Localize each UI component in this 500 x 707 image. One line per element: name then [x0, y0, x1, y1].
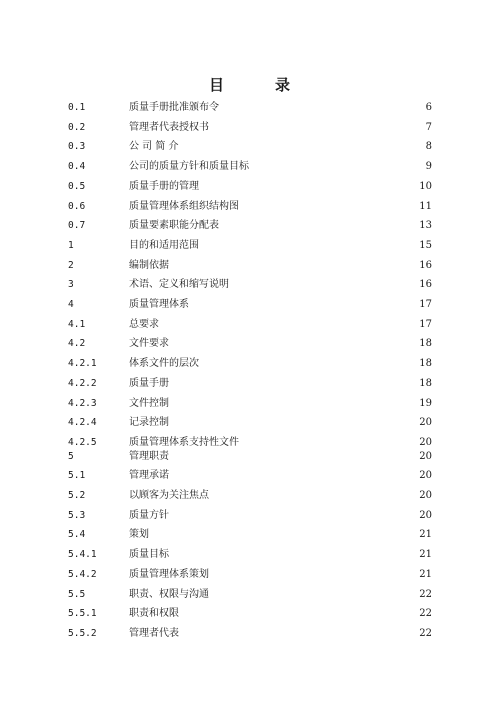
toc-entry[interactable]: [0, 447, 500, 467]
toc-section-number: 0.5: [68, 180, 86, 192]
toc-section-title: 记录控制: [129, 417, 169, 429]
toc-section-title: 质量手册批准颁布令: [129, 102, 219, 113]
toc-section-title: 策划: [129, 529, 149, 541]
toc-section-title: 编制依据: [129, 259, 169, 271]
toc-section-number: 4.2.1: [68, 358, 97, 370]
toc-section-number: 5.4: [68, 529, 86, 541]
toc-entry[interactable]: [0, 585, 500, 605]
toc-section-title: 公司的质量方针和质量目标: [129, 161, 249, 173]
toc-section-number: 5.1: [68, 470, 86, 482]
toc-section-number: 0.7: [68, 220, 86, 232]
toc-section-title: 职责、权限与沟通: [129, 588, 209, 600]
toc-page-number: 18: [419, 377, 432, 389]
toc-entry[interactable]: [0, 118, 500, 138]
toc-entry[interactable]: [0, 315, 500, 335]
toc-entry[interactable]: [0, 545, 500, 565]
toc-page-number: 21: [419, 549, 432, 561]
toc-page-number: 18: [419, 358, 432, 370]
toc-page-number: 18: [419, 338, 432, 350]
toc-section-title: 总要求: [129, 318, 159, 330]
toc-entry[interactable]: [0, 177, 500, 197]
toc-section-number: 0.3: [68, 141, 86, 153]
toc-section-title: 质量手册的管理: [129, 180, 199, 192]
toc-section-number: 1: [68, 239, 74, 251]
toc-page-number: 11: [419, 200, 432, 212]
toc-section-title: 职责和权限: [129, 608, 179, 620]
toc-section-title: 质量管理体系策划: [129, 568, 209, 580]
toc-entry[interactable]: [0, 354, 500, 374]
toc-entry[interactable]: [0, 197, 500, 217]
toc-section-title: 质量手册: [129, 377, 169, 389]
title-char-2: 录: [275, 76, 292, 94]
toc-page-number: 8: [425, 141, 432, 153]
toc-section-number: 4.2.5: [68, 436, 97, 448]
toc-section-title: 术语、定义和缩写说明: [129, 279, 229, 291]
toc-section-title: 文件要求: [129, 338, 169, 350]
toc-section-title: 公 司 简 介: [129, 141, 179, 153]
toc-entry[interactable]: [0, 295, 500, 315]
toc-section-number: 0.1: [68, 102, 86, 113]
toc-entry[interactable]: [0, 413, 500, 433]
toc-section-number: 4.2.4: [68, 417, 97, 429]
toc-entry[interactable]: [0, 275, 500, 295]
toc-section-title: 管理者代表授权书: [129, 121, 209, 133]
toc-page-number: 22: [419, 627, 432, 639]
toc-section-number: 5: [68, 450, 74, 462]
toc-page-number: 17: [419, 299, 432, 310]
page-title: [0, 74, 500, 95]
toc-page-number: 6: [425, 102, 432, 113]
toc-page-number: 16: [419, 279, 432, 291]
toc-section-title: 质量管理体系组织结构图: [129, 200, 239, 212]
toc-section-number: 5.4.1: [68, 549, 97, 561]
toc-section-title: 管理职责: [129, 450, 169, 462]
toc-page-number: 21: [419, 568, 432, 580]
toc-page-number: 17: [419, 318, 432, 330]
toc-section-title: 质量管理体系: [129, 299, 189, 310]
toc-page-number: 13: [419, 220, 432, 232]
toc-section-number: 5.5.2: [68, 627, 97, 639]
toc-section-title: 质量目标: [129, 549, 169, 561]
toc-entry[interactable]: [0, 157, 500, 177]
toc-page-number: 22: [419, 588, 432, 600]
toc-section-number: 4.2: [68, 338, 86, 350]
toc-entry[interactable]: [0, 506, 500, 526]
toc-section-number: 5.4.2: [68, 568, 97, 580]
toc-section-title: 质量要素职能分配表: [129, 220, 219, 232]
toc-section-number: 0.2: [68, 121, 86, 133]
toc-section-title: 文件控制: [129, 397, 169, 409]
toc-section-number: 2: [68, 259, 74, 271]
toc-section-number: 5.5: [68, 588, 86, 600]
toc-entry[interactable]: [0, 236, 500, 256]
toc-section-title: 质量管理体系支持性文件: [129, 436, 239, 448]
toc-section-number: 0.4: [68, 161, 86, 173]
toc-page-number: 20: [419, 436, 432, 448]
toc-entry[interactable]: [0, 374, 500, 394]
toc-page-number: 20: [419, 490, 432, 501]
toc-page-number: 15: [419, 239, 432, 251]
toc-section-title: 质量方针: [129, 509, 169, 521]
toc-entry[interactable]: [0, 98, 500, 118]
toc-section-number: 4: [68, 299, 74, 310]
toc-section-title: 体系文件的层次: [129, 358, 199, 370]
toc-section-title: 以顾客为关注焦点: [129, 490, 209, 501]
toc-page-number: 20: [419, 470, 432, 482]
toc-entry[interactable]: [0, 624, 500, 644]
toc-entry[interactable]: [0, 334, 500, 354]
toc-section-title: 目的和适用范围: [129, 239, 199, 251]
toc-section-number: 5.2: [68, 490, 86, 501]
toc-entry[interactable]: [0, 137, 500, 157]
toc-section-number: 0.6: [68, 200, 86, 212]
toc-page-number: 21: [419, 529, 432, 541]
toc-entry[interactable]: [0, 565, 500, 585]
toc-page-number: 7: [425, 121, 432, 133]
toc-entry[interactable]: [0, 466, 500, 486]
toc-page-number: 10: [419, 180, 432, 192]
toc-section-number: 4.2.3: [68, 397, 97, 409]
toc-page-number: 16: [419, 259, 432, 271]
toc-section-number: 5.3: [68, 509, 86, 521]
toc-entry[interactable]: [0, 486, 500, 506]
toc-entry[interactable]: [0, 216, 500, 236]
toc-page-number: 20: [419, 417, 432, 429]
toc-page-number: 9: [425, 161, 432, 173]
toc-entry[interactable]: [0, 256, 500, 276]
toc-page-number: 22: [419, 608, 432, 620]
toc-page-number: 20: [419, 509, 432, 521]
toc-section-number: 4.2.2: [68, 377, 97, 389]
toc-section-number: 5.5.1: [68, 608, 97, 620]
toc-entry[interactable]: [0, 394, 500, 414]
title-char-1: 目: [208, 76, 225, 94]
toc-entry[interactable]: [0, 604, 500, 624]
toc-page-number: 20: [419, 450, 432, 462]
toc-page-number: 19: [419, 397, 432, 409]
toc-section-number: 4.1: [68, 318, 86, 330]
toc-section-title: 管理承诺: [129, 470, 169, 482]
toc-section-number: 3: [68, 279, 74, 291]
toc-entry[interactable]: [0, 525, 500, 545]
toc-section-title: 管理者代表: [129, 627, 179, 639]
